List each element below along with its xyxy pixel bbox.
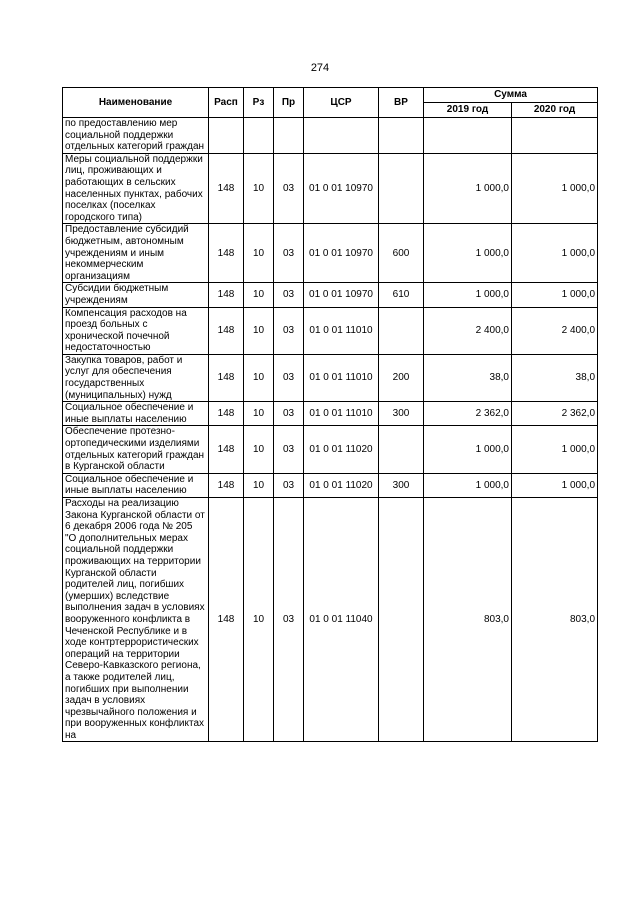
- row-vr: [379, 498, 424, 742]
- row-vr: 200: [379, 354, 424, 401]
- row-rz: 10: [244, 224, 274, 283]
- row-sum-2019: 38,0: [424, 354, 512, 401]
- row-csr: 01 0 01 11010: [304, 354, 379, 401]
- budget-table: [62, 87, 598, 742]
- page-number: 274: [310, 62, 330, 74]
- row-pr: 03: [274, 283, 304, 307]
- row-pr: 03: [274, 354, 304, 401]
- row-rasp: 148: [209, 498, 244, 742]
- row-vr: [379, 153, 424, 224]
- row-csr: 01 0 01 11040: [304, 498, 379, 742]
- row-vr: [379, 307, 424, 354]
- row-csr: 01 0 01 11020: [304, 473, 379, 497]
- row-vr: 600: [379, 224, 424, 283]
- row-sum-2020: 1 000,0: [512, 426, 598, 473]
- table-row: [63, 473, 598, 497]
- row-name: Обеспечение протезно-ортопедическими изделиями отдельных категорий граждан в Курганской области: [63, 426, 209, 473]
- row-name: Социальное обеспечение и иные выплаты населению: [63, 402, 209, 426]
- header-rasp: Расп: [209, 88, 244, 118]
- table-row: [63, 498, 598, 742]
- row-sum-2019: 2 400,0: [424, 307, 512, 354]
- row-rz: 10: [244, 402, 274, 426]
- header-rz: Рз: [244, 88, 274, 118]
- row-rz: 10: [244, 354, 274, 401]
- row-csr: 01 0 01 10970: [304, 224, 379, 283]
- row-rasp: 148: [209, 283, 244, 307]
- row-pr: 03: [274, 402, 304, 426]
- row-pr: 03: [274, 473, 304, 497]
- row-vr: 300: [379, 473, 424, 497]
- row-rasp: 148: [209, 354, 244, 401]
- row-rz: [244, 118, 274, 154]
- row-csr: 01 0 01 11010: [304, 307, 379, 354]
- row-rasp: 148: [209, 224, 244, 283]
- row-name: Субсидии бюджетным учреждениям: [63, 283, 209, 307]
- row-name: Закупка товаров, работ и услуг для обеспечения государственных (муниципальных) нужд: [63, 354, 209, 401]
- row-name: Расходы на реализацию Закона Курганской области от 6 декабря 2006 года № 205 "О дополнительных мерах социальной поддержки проживающих на территории Курганской области родителей лиц, погибших (умерших) вследствие выполнения задач в условиях вооруженного конфликта в Чеченской Республике и в ходе контртеррористических операций на территории Северо-Кавказского региона, а также родителей лиц, погибших при выполнении задач в условиях чрезвычайного положения и при вооруженных конфликтах на: [63, 498, 209, 742]
- row-sum-2020: 1 000,0: [512, 283, 598, 307]
- row-rasp: 148: [209, 473, 244, 497]
- header-name: Наименование: [63, 88, 209, 118]
- row-rasp: 148: [209, 426, 244, 473]
- header-pr: Пр: [274, 88, 304, 118]
- row-sum-2020: [512, 118, 598, 154]
- row-pr: 03: [274, 307, 304, 354]
- row-rasp: 148: [209, 402, 244, 426]
- row-sum-2019: 803,0: [424, 498, 512, 742]
- header-year-2020: 2020 год: [512, 103, 598, 118]
- row-pr: 03: [274, 426, 304, 473]
- table-row: [63, 426, 598, 473]
- row-sum-2019: 1 000,0: [424, 153, 512, 224]
- row-name: Компенсация расходов на проезд больных с хронической почечной недостаточностью: [63, 307, 209, 354]
- row-sum-2020: 2 400,0: [512, 307, 598, 354]
- row-vr: [379, 426, 424, 473]
- row-rz: 10: [244, 153, 274, 224]
- row-rz: 10: [244, 473, 274, 497]
- row-name: Предоставление субсидий бюджетным, автономным учреждениям и иным некоммерческим организациям: [63, 224, 209, 283]
- row-vr: 300: [379, 402, 424, 426]
- row-sum-2020: 38,0: [512, 354, 598, 401]
- row-vr: 610: [379, 283, 424, 307]
- table-row: [63, 283, 598, 307]
- row-rasp: 148: [209, 307, 244, 354]
- row-csr: 01 0 01 11010: [304, 402, 379, 426]
- row-csr: 01 0 01 10970: [304, 153, 379, 224]
- row-sum-2019: 1 000,0: [424, 426, 512, 473]
- row-name: Социальное обеспечение и иные выплаты населению: [63, 473, 209, 497]
- row-csr: [304, 118, 379, 154]
- row-sum-2020: 2 362,0: [512, 402, 598, 426]
- header-year-2019: 2019 год: [424, 103, 512, 118]
- row-sum-2020: 1 000,0: [512, 224, 598, 283]
- table-row: [63, 224, 598, 283]
- header-vr: ВР: [379, 88, 424, 118]
- row-csr: 01 0 01 11020: [304, 426, 379, 473]
- row-sum-2019: 1 000,0: [424, 224, 512, 283]
- row-pr: 03: [274, 498, 304, 742]
- row-sum-2019: 2 362,0: [424, 402, 512, 426]
- row-rz: 10: [244, 307, 274, 354]
- row-sum-2019: [424, 118, 512, 154]
- table-row: [63, 153, 598, 224]
- row-name: по предоставлению мер социальной поддержки отдельных категорий граждан: [63, 118, 209, 154]
- row-pr: [274, 118, 304, 154]
- row-rasp: 148: [209, 153, 244, 224]
- row-sum-2020: 803,0: [512, 498, 598, 742]
- header-sum: Сумма: [424, 88, 598, 103]
- row-rz: 10: [244, 283, 274, 307]
- row-sum-2019: 1 000,0: [424, 283, 512, 307]
- row-rz: 10: [244, 498, 274, 742]
- row-pr: 03: [274, 224, 304, 283]
- row-sum-2019: 1 000,0: [424, 473, 512, 497]
- row-sum-2020: 1 000,0: [512, 473, 598, 497]
- row-csr: 01 0 01 10970: [304, 283, 379, 307]
- table-row: [63, 118, 598, 154]
- table-row: [63, 402, 598, 426]
- header-csr: ЦСР: [304, 88, 379, 118]
- table-row: [63, 307, 598, 354]
- row-pr: 03: [274, 153, 304, 224]
- row-vr: [379, 118, 424, 154]
- table-row: [63, 354, 598, 401]
- row-sum-2020: 1 000,0: [512, 153, 598, 224]
- row-rasp: [209, 118, 244, 154]
- row-name: Меры социальной поддержки лиц, проживающих и работающих в сельских населенных пунктах, рабочих поселках (поселках городского типа): [63, 153, 209, 224]
- row-rz: 10: [244, 426, 274, 473]
